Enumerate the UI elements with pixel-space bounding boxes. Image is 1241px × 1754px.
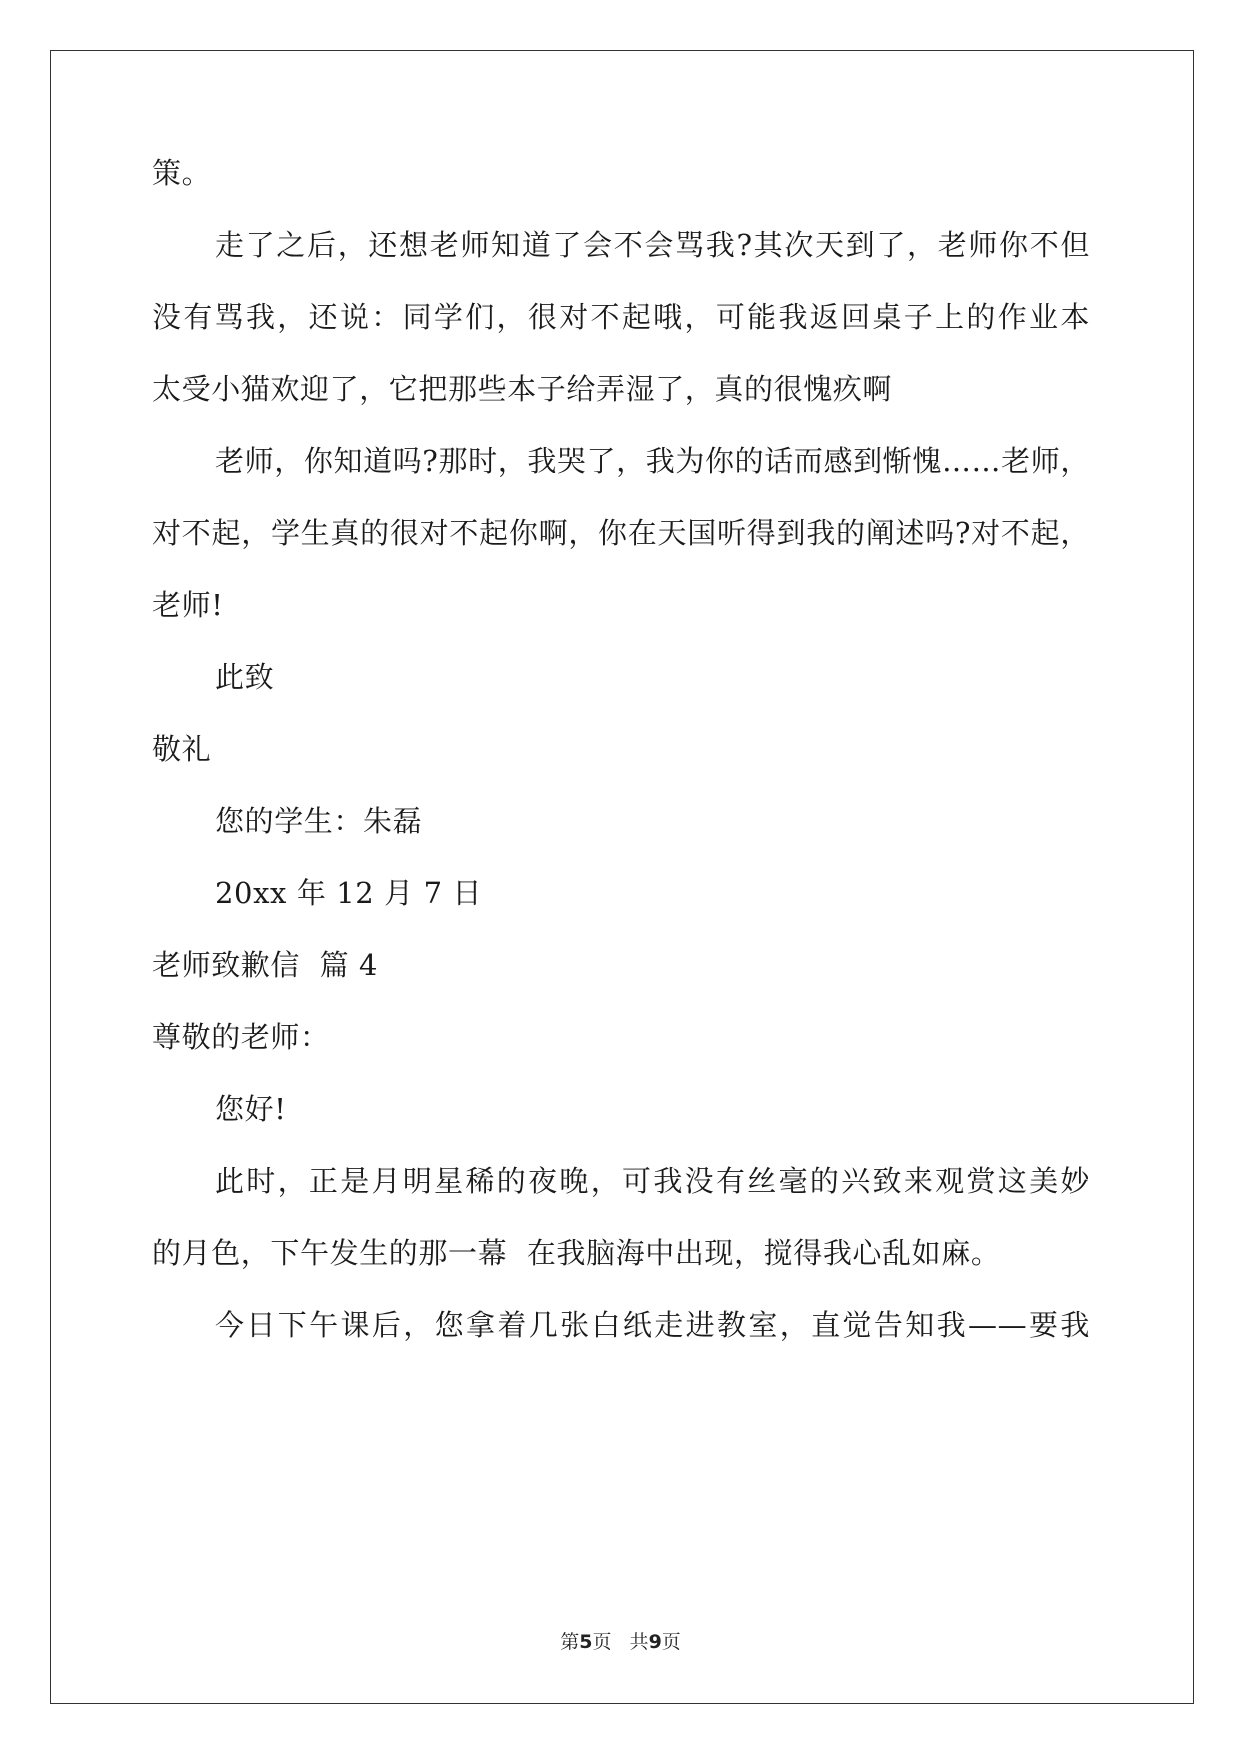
text-line: 太受小猫欢迎了，它把那些本子给弄湿了，真的很愧疚啊 [152, 372, 893, 406]
text-line: 今日下午课后，您拿着几张白纸走进教室，直觉告知我——要我 [215, 1308, 1090, 1342]
text-line: 您的学生：朱磊 [215, 804, 423, 838]
text-line: 的月色，下午发生的那一幕 在我脑海中出现，搅得我心乱如麻。 [152, 1236, 1001, 1270]
page-footer [0, 1630, 1241, 1654]
total-page-number: 9 [648, 1631, 662, 1653]
text-line: 您好! [215, 1092, 287, 1126]
text-line: 此致 [215, 660, 275, 694]
text-line: 此时，正是月明星稀的夜晚，可我没有丝毫的兴致来观赏这美妙 [215, 1164, 1090, 1198]
text-line: 走了之后，还想老师知道了会不会骂我?其次天到了，老师你不但 [215, 228, 1090, 262]
text-line: 敬礼 [152, 732, 212, 766]
footer-prefix: 第 [560, 1631, 580, 1653]
current-page-number: 5 [579, 1631, 593, 1653]
text-line: 老师! [152, 588, 224, 622]
footer-mid: 页 共 [592, 1631, 649, 1653]
text-line: 对不起，学生真的很对不起你啊，你在天国听得到我的阐述吗?对不起， [152, 516, 1090, 550]
text-line: 策。 [152, 156, 212, 190]
text-line: 尊敬的老师： [152, 1020, 330, 1054]
text-line: 20xx 年 12 月 7 日 [215, 876, 483, 910]
footer-suffix: 页 [661, 1631, 681, 1653]
text-line: 没有骂我，还说：同学们，很对不起哦，可能我返回桌子上的作业本 [152, 300, 1090, 334]
text-line: 老师，你知道吗?那时，我哭了，我为你的话而感到惭愧……老师， [215, 444, 1090, 478]
section-heading: 老师致歉信 篇 4 [152, 948, 379, 982]
